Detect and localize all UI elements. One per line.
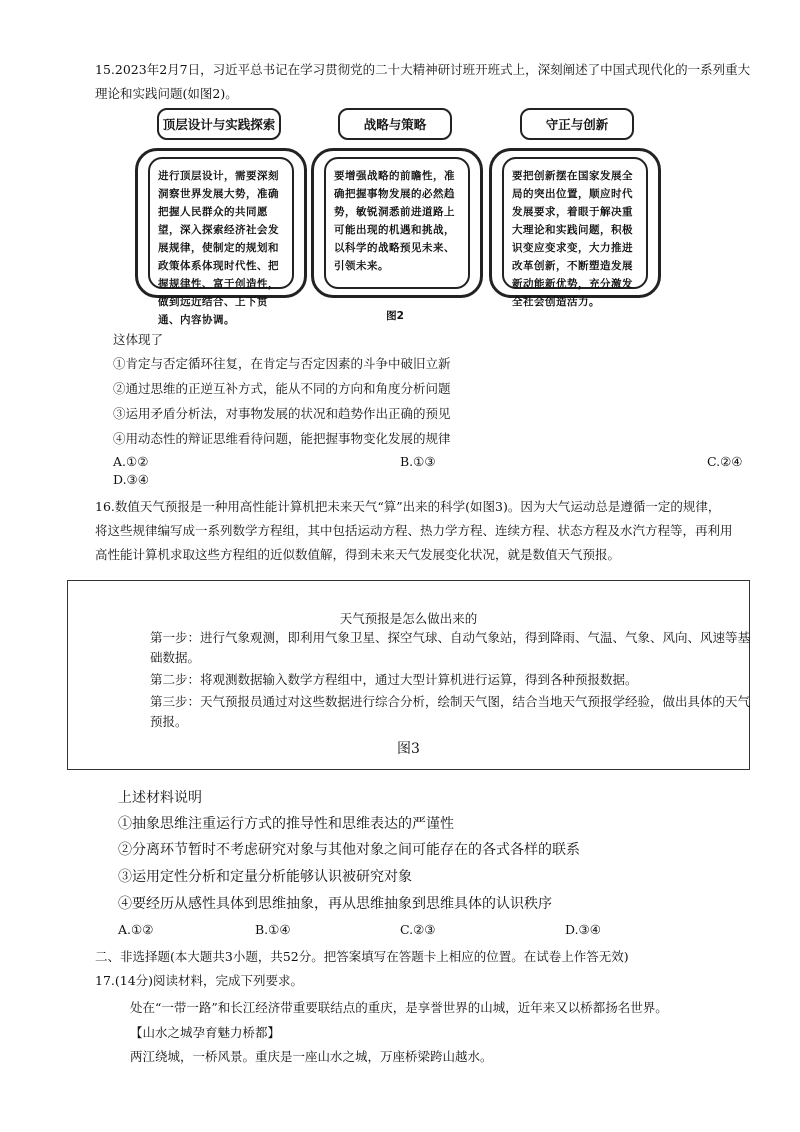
q16-statement: ②分离环节暂时不考虑研究对象与其他对象之间可能存在的各式各样的联系 [118,842,580,858]
q16-stem-line3: 高性能计算机求取这些方程组的近似数值解，得到未来天气发展变化状况，就是数值天气预报。 [95,547,621,562]
q16-lead: 上述材料说明 [118,790,202,806]
figure-box-text: 要增强战略的前瞻性，准确把握事物发展的必然趋势，敏锐洞悉前进道路上可能出现的机遇和挑战，以科学的战略预见未来、引领未来。 [324,157,470,289]
q16-figure [67,580,750,770]
figure-box-title: 战略与策略 [338,108,452,140]
q16-option[interactable]: A.①② [118,922,154,937]
figure-box [135,148,307,326]
figure-box [489,148,661,308]
q15-lead: 这体现了 [113,332,164,347]
q15-statement: ①肯定与否定循环往复，在肯定与否定因素的斗争中破旧立新 [113,356,451,371]
figure-box-text: 要把创新摆在国家发展全局的突出位置，顺应时代发展要求，着眼于解决重大理论和实践问题，积极识变应变求变，大力推进改革创新，不断塑造发展新动能新优势，充分激发全社会创造活力。 [502,157,648,289]
q15-statement: ②通过思维的正逆互补方式，能从不同的方向和角度分析问题 [113,381,451,396]
figure-step: 第一步：进行气象观测，即利用气象卫星、探空气球、自动气象站，得到降雨、气温、气象、风向、风速等基 [150,630,751,645]
figure-box-title: 守正与创新 [520,108,634,140]
q15-statement: ④用动态性的辩证思维看待问题，能把握事物变化发展的规律 [113,431,451,446]
q15-option[interactable]: C.②④ [707,454,743,469]
q17-subheading: 【山水之城孕育魅力桥都】 [130,1025,281,1040]
q15-figure [135,108,655,326]
figure-step: 础数据。 [150,650,201,665]
section-heading: 二、非选择题(本大题共3小题，共52分。把答案填写在答题卡上相应的位置。在试卷上作答无效) [95,949,629,964]
q16-option[interactable]: C.②③ [400,922,436,937]
q16-statement: ①抽象思维注重运行方式的推导性和思维表达的严谨性 [118,816,454,832]
q17-paragraph: 两江绕城，一桥风景。重庆是一座山水之城，万座桥梁跨山越水。 [130,1049,493,1064]
q15-option[interactable]: D.③④ [113,472,149,487]
q15-stem-line2: 理论和实践问题(如图2)。 [95,86,238,101]
q16-stem-line2: 将这些规律编写成一系列数学方程组，其中包括运动方程、热力学方程、连续方程、状态方程及水汽方程等，再利用 [95,523,733,538]
figure-box [311,148,483,298]
q16-statement: ④要经历从感性具体到思维抽象，再从思维抽象到思维具体的认识秩序 [118,896,552,912]
q15-stem-line1: 15.2023年2月7日，习近平总书记在学习贯彻党的二十大精神研讨班开班式上，深刻阐述了中国式现代化的一系列重大 [95,62,751,77]
figure-title: 天气预报是怎么做出来的 [339,611,478,626]
figure-step: 预报。 [150,714,188,729]
figure-box-text: 进行顶层设计，需要深刻洞察世界发展大势，准确把握人民群众的共同愿望，深入探索经济社会发展规律，使制定的规划和政策体系体现时代性、把握规律性、富于创造性，做到远近结合、上下贯通、内容协调。 [148,157,294,289]
q16-stem-line1: 16.数值天气预报是一种用高性能计算机把未来天气“算”出来的科学(如图3)。因为大气运动总是遵循一定的规律， [95,499,721,514]
q15-option[interactable]: A.①② [113,454,149,469]
q16-statement: ③运用定性分析和定量分析能够认识被研究对象 [118,869,412,885]
q15-option[interactable]: B.①③ [400,454,436,469]
q17-stem: 17.(14分)阅读材料，完成下列要求。 [95,973,304,988]
figure-step: 第二步：将观测数据输入数学方程组中，通过大型计算机进行运算，得到各种预报数据。 [150,672,638,687]
q17-paragraph: 处在“一带一路”和长江经济带重要联结点的重庆，是享誉世界的山城，近年来又以桥都扬名世界。 [130,1000,668,1015]
figure-caption: 图2 [386,310,404,322]
q15-statement: ③运用矛盾分析法，对事物发展的状况和趋势作出正确的预见 [113,406,451,421]
q16-option[interactable]: B.①④ [255,922,291,937]
figure-step: 第三步：天气预报员通过对这些数据进行综合分析，绘制天气图，结合当地天气预报学经验，做出具体的天气 [150,694,751,709]
figure-caption: 图3 [397,741,420,757]
q16-option[interactable]: D.③④ [565,922,601,937]
figure-box-title: 顶层设计与实践探索 [157,108,281,140]
